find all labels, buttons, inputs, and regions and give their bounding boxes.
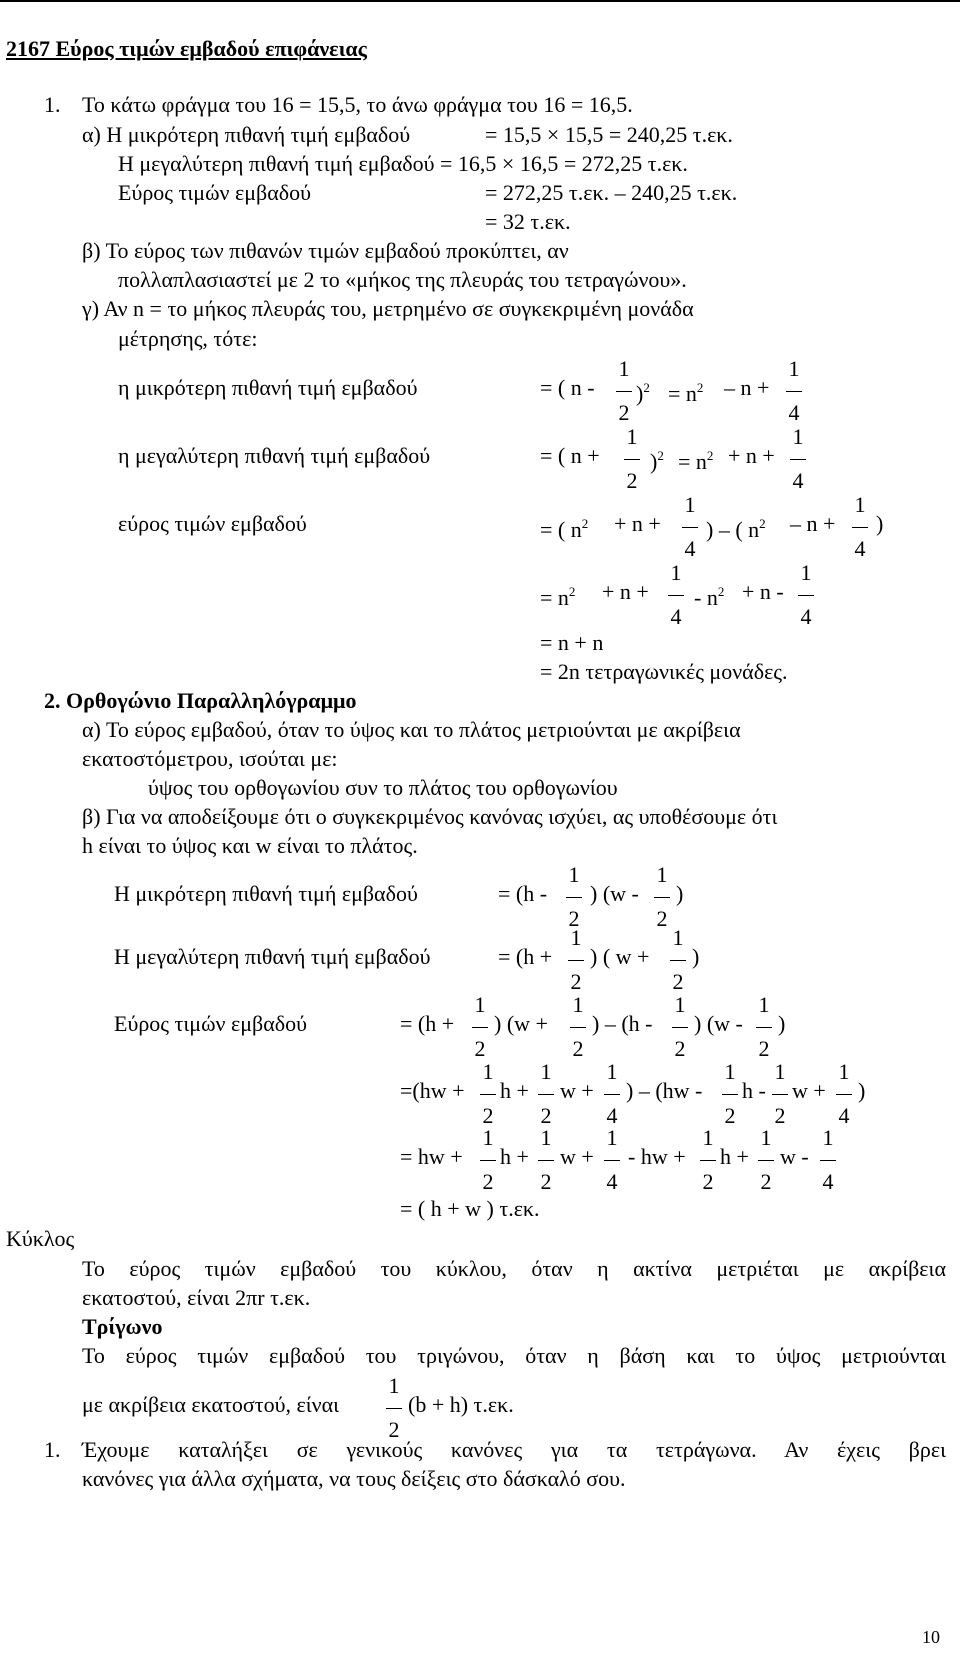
equation-text: + n + — [614, 511, 661, 536]
equation-text: = (h - — [498, 881, 548, 906]
part-a-line-2: εκατοστόμετρου, ισούται με: — [82, 746, 338, 771]
fraction: 1 2 — [386, 1375, 402, 1443]
fraction: 1 2 — [756, 994, 772, 1062]
max-area-line: Η μεγαλύτερη πιθανή τιμή εμβαδού = 16,5 × 16,5 = 272,25 τ.εκ. — [118, 151, 688, 176]
equation-text: h + — [720, 1144, 749, 1169]
equation-text: ) – (h - — [592, 1011, 653, 1036]
equation-text: ) (w + — [494, 1011, 548, 1036]
range-value: = 272,25 τ.εκ. – 240,25 τ.εκ. — [485, 180, 738, 205]
equation-text: h - — [742, 1078, 766, 1103]
fraction: 1 2 — [480, 1127, 496, 1195]
equation-text: w + — [560, 1144, 594, 1169]
equation-text: + n + — [602, 579, 649, 604]
triangle-line-1: Το εύρος τιμών εμβαδού του τριγώνου, όταν η βάση και το ύψος μετριούνται — [82, 1343, 946, 1368]
fraction: 1 2 — [670, 927, 686, 995]
page-title: 2167 Εύρος τιμών εμβαδού επιφάνειας — [6, 36, 367, 61]
fraction: 1 2 — [570, 994, 586, 1062]
rule-text: ύψος του ορθογωνίου συν το πλάτος του ορθογωνίου — [148, 775, 618, 800]
equation-text: )$^2$ — [636, 380, 650, 406]
part-b-line-2: πολλαπλασιαστεί με 2 το «μήκος της πλευράς του τετραγώνου». — [118, 267, 687, 292]
fraction: 1 2 — [566, 864, 582, 932]
circle-line-2: εκατοστού, είναι 2πr τ.εκ. — [82, 1285, 311, 1310]
fraction: 1 4 — [798, 562, 814, 630]
fraction: 1 4 — [682, 494, 698, 562]
fraction: 1 2 — [758, 1127, 774, 1195]
part-a-line-1: α) Το εύρος εμβαδού, όταν το ύψος και το πλάτος μετριούνται με ακρίβεια — [82, 717, 741, 742]
equation-text: ) — [778, 1011, 786, 1036]
equation-text: ) — [692, 944, 700, 969]
min-area-label: Η μικρότερη πιθανή τιμή εμβαδού — [114, 881, 418, 906]
fraction: 1 2 — [480, 1061, 496, 1129]
equation-text: = ( n + — [540, 443, 600, 468]
equation-text: = 2n τετραγωνικές μονάδες. — [540, 659, 788, 684]
bounds-text: Το κάτω φράγμα του 16 = 15,5, το άνω φράγμα του 16 = 16,5. — [82, 92, 633, 117]
range-label: Εύρος τιμών εμβαδού — [118, 180, 312, 205]
fraction: 1 4 — [668, 562, 684, 630]
fraction: 1 2 — [672, 994, 688, 1062]
fraction: 1 4 — [836, 1061, 852, 1129]
equation-text: - hw + — [628, 1144, 686, 1169]
fraction: 1 2 — [700, 1127, 716, 1195]
fraction: 1 2 — [624, 426, 640, 494]
equation-text: h + — [500, 1144, 529, 1169]
fraction: 1 2 — [538, 1127, 554, 1195]
equation-text: = n + n — [540, 630, 604, 655]
part-b-line-1: β) Το εύρος των πιθανών τιμών εμβαδού προκύπτει, αν — [82, 238, 569, 263]
fraction: 1 4 — [820, 1127, 836, 1195]
equation-text: - $n^2$ — [694, 584, 725, 610]
page-number: 10 — [922, 1627, 940, 1647]
equation-text: – n + — [724, 375, 770, 400]
equation-text: = (h + — [498, 944, 553, 969]
max-area-label: Η μεγαλύτερη πιθανή τιμή εμβαδού — [114, 944, 431, 969]
equation-result: = ( h + w ) τ.εκ. — [400, 1196, 540, 1221]
fraction: 1 2 — [654, 864, 670, 932]
row3-label: εύρος τιμών εμβαδού — [118, 511, 307, 536]
equation-text: ) – (hw - — [626, 1078, 703, 1103]
fraction: 1 4 — [604, 1127, 620, 1195]
min-area-label: α) Η μικρότερη πιθανή τιμή εμβαδού — [82, 122, 411, 147]
fraction: 1 2 — [616, 358, 632, 426]
equation-text: w + — [560, 1078, 594, 1103]
equation-text: ) (w - — [590, 881, 639, 906]
equation-text: + n - — [742, 579, 784, 604]
fraction: 1 2 — [568, 927, 584, 995]
equation-text: ) (w - — [694, 1011, 743, 1036]
equation-text: =(hw + — [400, 1078, 465, 1103]
section-title: 2. Ορθογώνιο Παραλληλόγραμμο — [44, 688, 357, 713]
equation-text: = $n^2$ — [668, 380, 704, 406]
equation-text: = (h + — [400, 1011, 455, 1036]
equation-text: – n + — [790, 511, 836, 536]
equation-text: = ( n - — [540, 375, 595, 400]
circle-heading: Κύκλος — [6, 1226, 75, 1251]
equation-text: h + — [500, 1078, 529, 1103]
equation-text: ) – ( $n^2$ — [706, 516, 766, 542]
circle-line-1: Το εύρος τιμών εμβαδού του κύκλου, όταν η ακτίνα μετριέται με ακρίβεια — [82, 1256, 946, 1281]
fraction: 1 4 — [604, 1061, 620, 1129]
triangle-line-2: με ακρίβεια εκατοστού, είναι — [82, 1392, 340, 1417]
fraction: 1 4 — [852, 494, 868, 562]
triangle-formula: (b + h) τ.εκ. — [408, 1392, 514, 1417]
part-b-line-2: h είναι το ύψος και w είναι το πλάτος. — [82, 833, 418, 858]
closing-line-1: Έχουμε καταλήξει σε γενικούς κανόνες για τα τετράγωνα. Αν έχεις βρει — [82, 1437, 946, 1462]
row1-label: η μικρότερη πιθανή τιμή εμβαδού — [118, 375, 418, 400]
equation-text: ) — [676, 881, 684, 906]
item-number: 1. — [44, 1437, 61, 1462]
top-rule — [0, 0, 960, 2]
equation-text: w - — [780, 1144, 809, 1169]
fraction: 1 2 — [772, 1061, 788, 1129]
equation-text: = ( $n^2$ — [540, 516, 589, 542]
fraction: 1 2 — [538, 1061, 554, 1129]
item-number: 1. — [44, 92, 61, 117]
equation-text: ) ( w + — [590, 944, 650, 969]
equation-text: = $n^2$ — [540, 584, 576, 610]
equation-text: = hw + — [400, 1144, 463, 1169]
equation-text: + n + — [728, 443, 775, 468]
range-result: = 32 τ.εκ. — [485, 209, 571, 234]
fraction: 1 4 — [786, 358, 802, 426]
closing-line-2: κανόνες για άλλα σχήματα, να τους δείξεις στο δάσκαλό σου. — [82, 1466, 626, 1491]
part-b-line-1: β) Για να αποδείξουμε ότι ο συγκεκριμένος κανόνας ισχύει, ας υποθέσουμε ότι — [82, 804, 778, 829]
min-area-value: = 15,5 × 15,5 = 240,25 τ.εκ. — [485, 122, 733, 147]
equation-text: ) — [876, 511, 884, 536]
fraction: 1 2 — [722, 1061, 738, 1129]
range-label: Εύρος τιμών εμβαδού — [114, 1011, 308, 1036]
equation-text: )$^2$ — [650, 448, 664, 474]
part-c-line-2: μέτρησης, τότε: — [118, 326, 258, 351]
fraction: 1 4 — [790, 426, 806, 494]
triangle-heading: Τρίγωνο — [82, 1314, 163, 1339]
fraction: 1 2 — [472, 994, 488, 1062]
equation-text: = $n^2$ — [678, 448, 714, 474]
row2-label: η μεγαλύτερη πιθανή τιμή εμβαδού — [118, 443, 431, 468]
equation-text: ) — [858, 1078, 866, 1103]
part-c-line-1: γ) Αν n = το μήκος πλευράς του, μετρημένο σε συγκεκριμένη μονάδα — [82, 296, 694, 321]
equation-text: w + — [792, 1078, 826, 1103]
